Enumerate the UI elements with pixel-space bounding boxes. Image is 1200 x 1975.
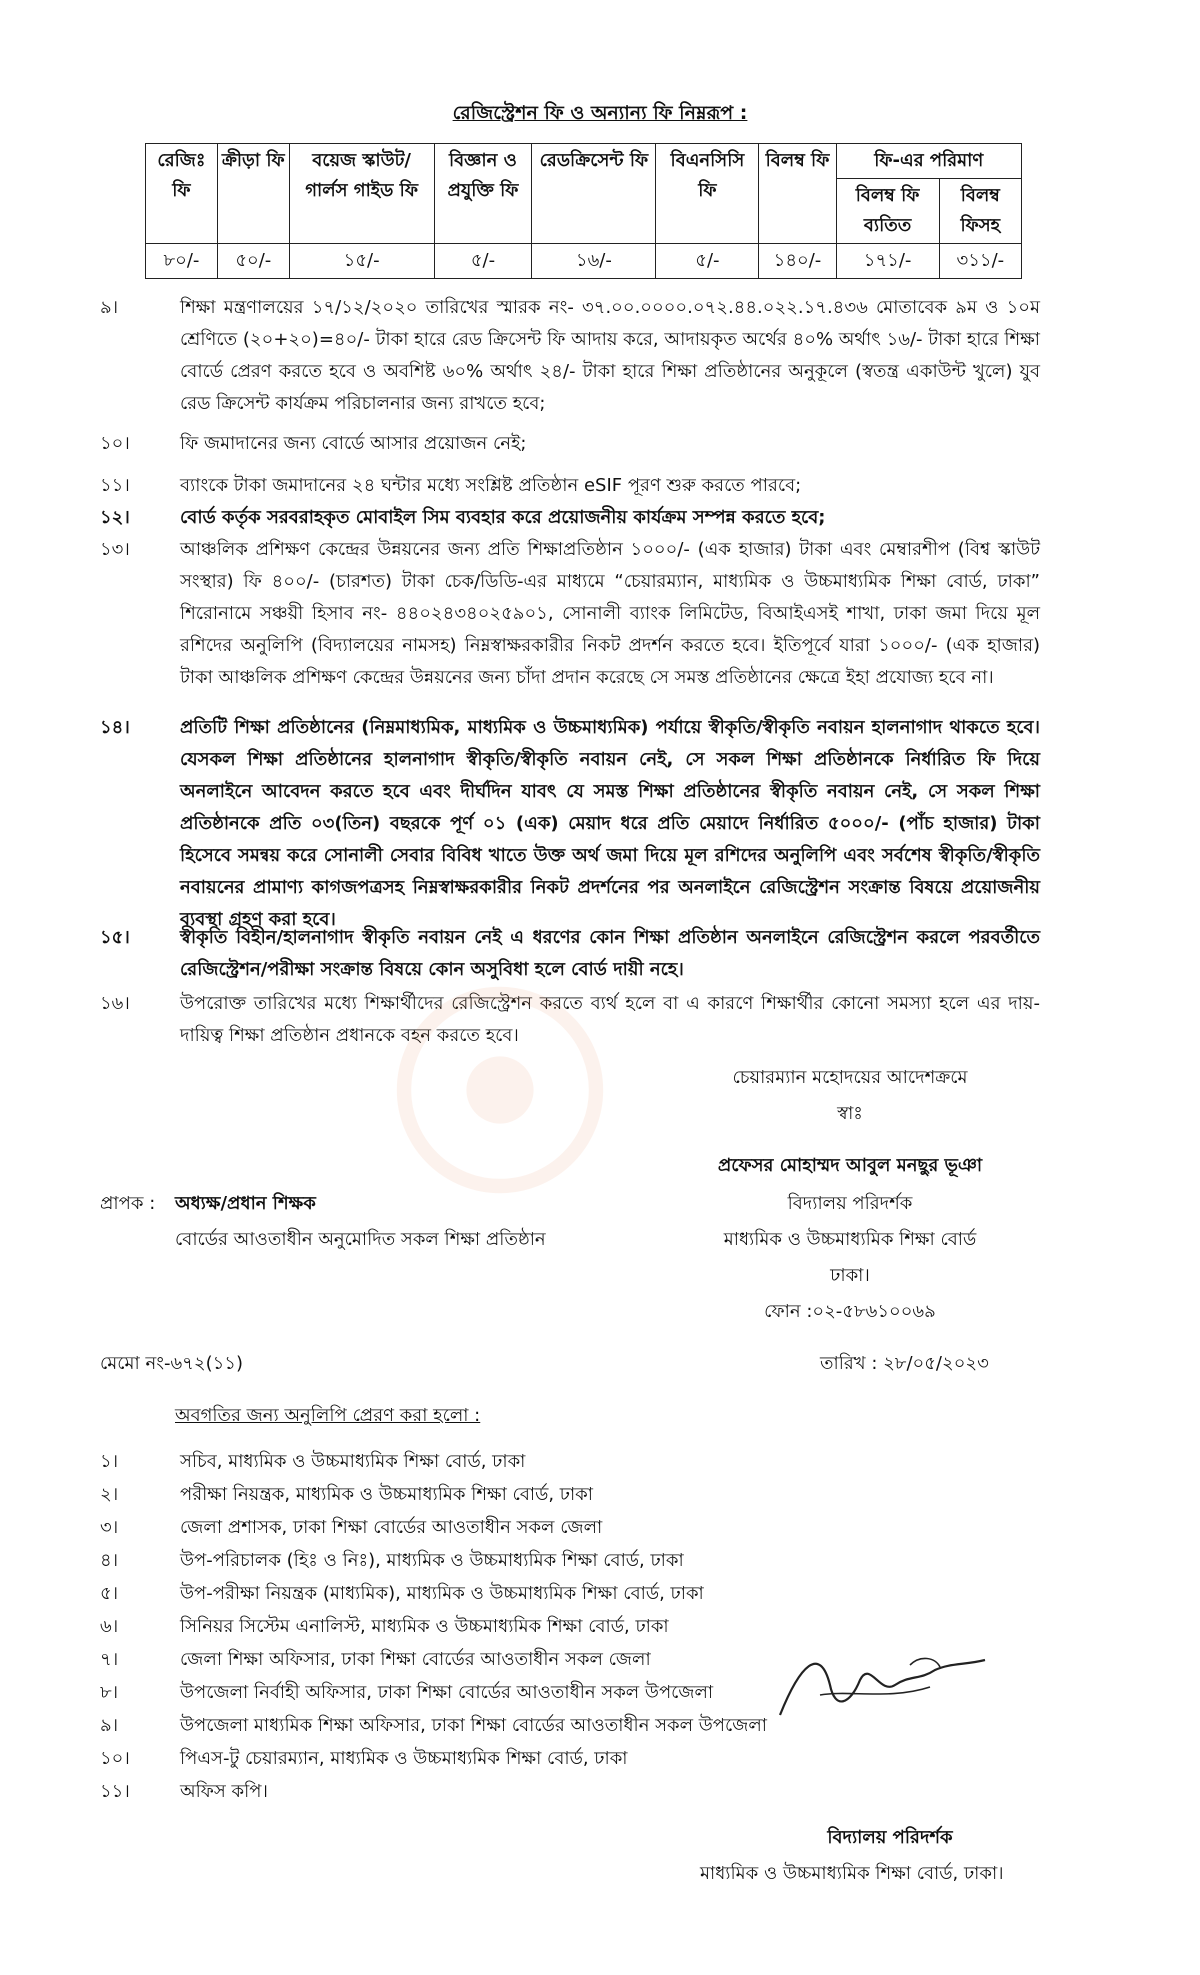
item-number: ১০। [100, 433, 130, 454]
table-cell: ৮০/- [146, 244, 218, 279]
table-cell: ১৭১/- [836, 244, 939, 279]
copy-item-number: ১০। [100, 1748, 130, 1769]
fee-table [145, 143, 1022, 279]
order-line: চেয়ারম্যান মহোদয়ের আদেশক্রমে [732, 1067, 968, 1088]
copy-item-number: ৮। [100, 1682, 119, 1703]
signed-mark: স্বাঃ [837, 1103, 863, 1124]
table-subheader-cell: বিলম্ব ফি ব্যতিত [836, 179, 939, 244]
memo-number: মেমো নং-৬৭২(১১) [100, 1353, 243, 1374]
copy-item-text: উপজেলা মাধ্যমিক শিক্ষা অফিসার, ঢাকা শিক্ষা বোর্ডের আওতাধীন সকল উপজেলা [180, 1715, 767, 1736]
table-header-cell: ক্রীড়া ফি [217, 144, 289, 244]
copy-item-text: সচিব, মাধ্যমিক ও উচ্চমাধ্যমিক শিক্ষা বোর্ড, ঢাকা [180, 1451, 526, 1472]
table-header-cell: বয়েজ স্কাউট/গার্লস গাইড ফি [289, 144, 434, 244]
table-header-cell: বিলম্ব ফি [759, 144, 836, 244]
recipient-label: প্রাপক : [100, 1193, 156, 1214]
signatory-title: বিদ্যালয় পরিদর্শক [787, 1193, 913, 1214]
table-header-row [146, 144, 1022, 179]
item-number: ১২। [100, 507, 130, 528]
table-cell: ৩১১/- [939, 244, 1021, 279]
copy-item-text: সিনিয়র সিস্টেম এনালিস্ট, মাধ্যমিক ও উচ্চমাধ্যমিক শিক্ষা বোর্ড, ঢাকা [180, 1616, 669, 1637]
signatory-org: মাধ্যমিক ও উচ্চমাধ্যমিক শিক্ষা বোর্ড [723, 1229, 977, 1250]
copy-item-number: ২। [100, 1484, 119, 1505]
fee-table-heading: রেজিস্ট্রেশন ফি ও অন্যান্য ফি নিম্নরূপ : [452, 102, 748, 124]
copy-item-number: ১। [100, 1451, 119, 1472]
item-number: ১৪। [100, 717, 130, 738]
item-text: স্বীকৃতি বিহীন/হালনাগাদ স্বীকৃতি নবায়ন নেই এ ধরণের কোন শিক্ষা প্রতিষ্ঠান অনলাইনে রেজিস্ট্রেশন করলে পরবর্তীতে রেজিস্ট্রেশন/পরীক্ষা সংক্রান্ত বিষয়ে কোন অসুবিধা হলে বোর্ড দায়ী নহে। [180, 927, 1040, 980]
copy-heading: অবগতির জন্য অনুলিপি প্রেরণ করা হলো : [175, 1405, 481, 1426]
copy-item-number: ৭। [100, 1649, 119, 1670]
copy-item-text: পরীক্ষা নিয়ন্ত্রক, মাধ্যমিক ও উচ্চমাধ্যমিক শিক্ষা বোর্ড, ঢাকা [180, 1484, 593, 1505]
item-text: প্রতিটি শিক্ষা প্রতিষ্ঠানের (নিম্নমাধ্যমিক, মাধ্যমিক ও উচ্চমাধ্যমিক) পর্যায়ে স্বীকৃতি/স্বীকৃতি নবায়ন হালনাগাদ থাকতে হবে। যেসকল শিক্ষা প্রতিষ্ঠানের হালনাগাদ স্বীকৃতি/স্বীকৃতি নবায়ন নেই, সে সকল শিক্ষা প্রতিষ্ঠানকে নির্ধারিত ফি দিয়ে অনলাইনে আবেদন করতে হবে এবং দীর্ঘদিন যাবৎ যে সমস্ত শিক্ষা প্রতিষ্ঠানের স্বীকৃতি নবায়ন নেই, সে সকল শিক্ষা প্রতিষ্ঠানকে প্রতি ০৩(তিন) বছরকে পূর্ণ ০১ (এক) মেয়াদ ধরে প্রতি মেয়াদে নির্ধারিত ৫০০০/- (পাঁচ হাজার) টাকা হিসেবে সমন্বয় করে সোনালী সেবার বিবিধ খাতে উক্ত অর্থ জমা দিয়ে মূল রশিদের অনুলিপি এবং সর্বশেষ স্বীকৃতি/স্বীকৃতি নবায়নের প্রামাণ্য কাগজপত্রসহ নিম্নস্বাক্ষরকারীর নিকট প্রদর্শনের পর অনলাইনে রেজিস্ট্রেশন সংক্রান্ত বিষয়ে প্রয়োজনীয় ব্যবস্থা গ্রহণ করা হবে। [180, 717, 1040, 930]
copy-item-text: উপজেলা নির্বাহী অফিসার, ঢাকা শিক্ষা বোর্ডের আওতাধীন সকল উপজেলা [180, 1682, 714, 1703]
item-text: বোর্ড কর্তৃক সরবরাহকৃত মোবাইল সিম ব্যবহার করে প্রয়োজনীয় কার্যক্রম সম্পন্ন করতে হবে; [180, 507, 826, 528]
handwritten-signature-icon [760, 1625, 1000, 1735]
footer-signatory-title: বিদ্যালয় পরিদর্শক [827, 1827, 953, 1848]
copy-item-number: ৯। [100, 1715, 119, 1736]
copy-item-text: পিএস-টু চেয়ারম্যান, মাধ্যমিক ও উচ্চমাধ্যমিক শিক্ষা বোর্ড, ঢাকা [180, 1748, 628, 1769]
table-cell: ৫০/- [217, 244, 289, 279]
recipient-detail: বোর্ডের আওতাধীন অনুমোদিত সকল শিক্ষা প্রতিষ্ঠান [175, 1229, 546, 1250]
table-cell: ১৪০/- [759, 244, 836, 279]
copy-item-number: ৩। [100, 1517, 119, 1538]
copy-item-number: ৫। [100, 1583, 119, 1604]
table-row [146, 244, 1022, 279]
item-number: ১১। [100, 475, 130, 496]
table-cell: ১৬/- [532, 244, 656, 279]
item-number: ৯। [100, 297, 119, 318]
copy-item-number: ৬। [100, 1616, 119, 1637]
copy-item-number: ১১। [100, 1781, 130, 1802]
item-text: শিক্ষা মন্ত্রণালয়ের ১৭/১২/২০২০ তারিখের স্মারক নং- ৩৭.০০.০০০০.০৭২.৪৪.০২২.১৭.৪৩৬ মোতাবেক ৯ম ও ১০ম শ্রেণিতে (২০+২০)=৪০/- টাকা হারে রেড ক্রিসেন্ট ফি আদায় করে, আদায়কৃত অর্থের ৪০% অর্থাৎ ১৬/- টাকা হারে শিক্ষা বোর্ডে প্রেরণ করতে হবে ও অবশিষ্ট ৬০% অর্থাৎ ২৪/- টাকা হারে শিক্ষা প্রতিষ্ঠানের অনুকূলে (স্বতন্ত্র একাউন্ট খুলে) যুব রেড ক্রিসেন্ট কার্যক্রম পরিচালনার জন্য রাখতে হবে; [180, 297, 1040, 414]
item-number: ১৬। [100, 993, 130, 1014]
copy-item-text: জেলা প্রশাসক, ঢাকা শিক্ষা বোর্ডের আওতাধীন সকল জেলা [180, 1517, 603, 1538]
table-header-cell: ফি-এর পরিমাণ [836, 144, 1021, 179]
item-text: ব্যাংকে টাকা জমাদানের ২৪ ঘন্টার মধ্যে সংশ্লিষ্ট প্রতিষ্ঠান eSIF পূরণ শুরু করতে পারবে; [180, 475, 802, 496]
table-cell: ৫/- [434, 244, 532, 279]
copy-item-text: উপ-পরিচালক (হিঃ ও নিঃ), মাধ্যমিক ও উচ্চমাধ্যমিক শিক্ষা বোর্ড, ঢাকা [180, 1550, 684, 1571]
table-subheader-cell: বিলম্ব ফিসহ [939, 179, 1021, 244]
signatory-phone: ফোন :০২-৫৮৬১০০৬৯ [764, 1301, 936, 1322]
copy-item-text: অফিস কপি। [180, 1781, 268, 1802]
item-text: আঞ্চলিক প্রশিক্ষণ কেন্দ্রের উন্নয়নের জন্য প্রতি শিক্ষাপ্রতিষ্ঠান ১০০০/- (এক হাজার) টাকা এবং মেম্বারশীপ (বিশ্ব স্কাউট সংস্থার) ফি ৪০০/- (চারশত) টাকা চেক/ডিডি-এর মাধ্যমে “চেয়ারম্যান, মাধ্যমিক ও উচ্চমাধ্যমিক শিক্ষা বোর্ড, ঢাকা” শিরোনামে সঞ্চয়ী হিসাব নং- ৪৪০২৪৩৪০২৫৯০১, সোনালী ব্যাংক লিমিটেড, বিআইএসই শাখা, ঢাকা জমা দিয়ে মূল রশিদের অনুলিপি (বিদ্যালয়ের নামসহ) নিম্নস্বাক্ষরকারীর নিকট প্রদর্শন করতে হবে। ইতিপূর্বে যারা ১০০০/- (এক হাজার) টাকা আঞ্চলিক প্রশিক্ষণ কেন্দ্রের উন্নয়নের জন্য চাঁদা প্রদান করেছে সে সমস্ত প্রতিষ্ঠানের ক্ষেত্রে ইহা প্রযোজ্য হবে না। [180, 539, 1040, 688]
table-header-cell: বিএনসিসি ফি [656, 144, 759, 244]
signatory-city: ঢাকা। [830, 1265, 870, 1286]
watermark-icon [380, 970, 620, 1210]
signatory-name: প্রফেসর মোহাম্মদ আবুল মনছুর ভূঞা [717, 1155, 983, 1176]
table-header-cell: বিজ্ঞান ও প্রযুক্তি ফি [434, 144, 532, 244]
item-text: ফি জমাদানের জন্য বোর্ডে আসার প্রয়োজন নেই; [180, 433, 527, 454]
copy-item-number: ৪। [100, 1550, 119, 1571]
recipient-title: অধ্যক্ষ/প্রধান শিক্ষক [175, 1193, 316, 1214]
table-cell: ১৫/- [289, 244, 434, 279]
copy-item-text: উপ-পরীক্ষা নিয়ন্ত্রক (মাধ্যমিক), মাধ্যমিক ও উচ্চমাধ্যমিক শিক্ষা বোর্ড, ঢাকা [180, 1583, 704, 1604]
copy-item-text: জেলা শিক্ষা অফিসার, ঢাকা শিক্ষা বোর্ডের আওতাধীন সকল জেলা [180, 1649, 651, 1670]
item-number: ১৫। [100, 927, 130, 948]
item-text: উপরোক্ত তারিখের মধ্যে শিক্ষার্থীদের রেজিস্ট্রেশন করতে ব্যর্থ হলে বা এ কারণে শিক্ষার্থীর কোনো সমস্যা হলে এর দায়-দায়িত্ব শিক্ষা প্রতিষ্ঠান প্রধানকে বহন করতে হবে। [180, 993, 1040, 1046]
memo-date: তারিখ : ২৮/০৫/২০২৩ [820, 1353, 989, 1374]
table-header-cell: রেজিঃ ফি [146, 144, 218, 244]
table-header-cell: রেডক্রিসেন্ট ফি [532, 144, 656, 244]
footer-signatory-org: মাধ্যমিক ও উচ্চমাধ্যমিক শিক্ষা বোর্ড, ঢাকা। [700, 1863, 1004, 1884]
table-cell: ৫/- [656, 244, 759, 279]
item-number: ১৩। [100, 539, 130, 560]
